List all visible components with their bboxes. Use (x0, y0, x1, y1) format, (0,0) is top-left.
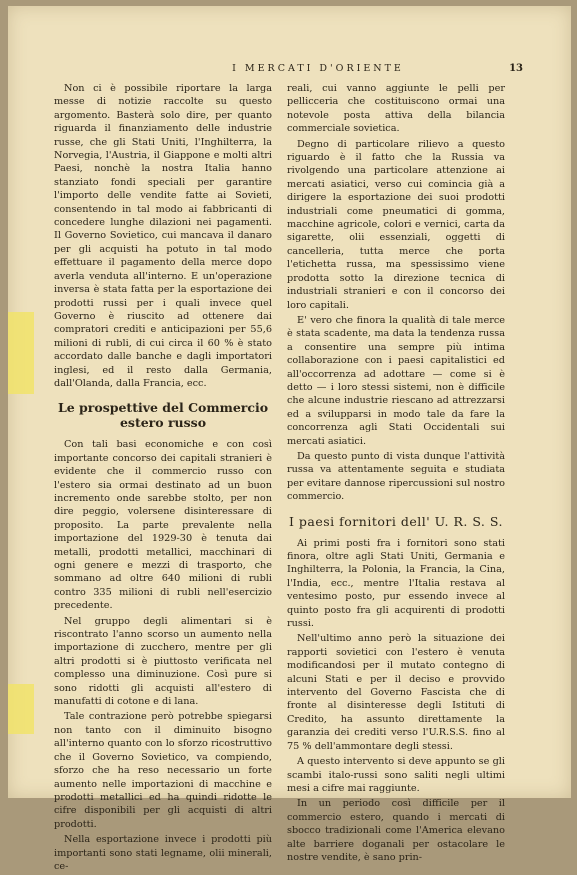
yellow-tab-marker (8, 684, 34, 734)
paragraph: In un periodo così difficile per il commercio estero, quando i mercati di sbocco tradizionali come l'America elevano alte barriere doganali per ostacolare le nostre vendite, è sano prin- (287, 798, 505, 863)
paragraph: Degno di particolare rilievo a questo riguardo è il fatto che la Russia va rivolgendo una particolare attenzione ai mercati asiatici, verso cui comincia già a dirigere la esportazione dei suoi prodotti industriali come pneumatici di gomma, macchine agricole, colori e vernici, carta da sigarette, olii essenziali, oggetti di cancelleria, tutta merce che porta l'etichetta russa, ma spessissimo viene prodotta sotto la direzione tecnica di industriali stranieri e con il concorso dei loro capitali. (287, 138, 505, 311)
paragraph: Con tali basi economiche e con così importante concorso dei capitali stranieri è evidente che il commercio russo con l'estero sia ormai destinato ad un buon incremento onde sarebbe stolto, per non dire peggio, volersene disinteressare di proposito. La parte prevalente nella importazione del 1929-30 è tenuta dai metalli, prodotti metallici, macchinari di ogni genere e mezzi di trasporto, che sommano ad oltre 640 milioni di rubli contro 335 milioni di rubli nell'esercizio precedente. (54, 439, 272, 612)
paragraph: Tale contrazione però potrebbe spiegarsi non tanto con il diminuito bisogno all'interno quanto con lo sforzo ricostruttivo che il Governo Sovietico, va compiendo, sforzo che ha reso necessario un forte aumento nelle importazioni di macchine e prodotti metallici ed ha quindi ridotte le cifre disponibili per gli acquisti di altri prodotti. (54, 711, 272, 830)
book-page (8, 6, 571, 872)
paragraph: Nell'ultimo anno però la situazione dei rapporti sovietici con l'estero è venuta modificandosi per il mutato contegno di alcuni Stati e per il deciso e provvido intervento del Governo Fascista che di fronte al disinteresse degli Istituti di Credito, ha assunto direttamente la garanzia dei crediti verso l'U.R.S.S. fino al 75 % dell'ammontare degli stessi. (287, 633, 505, 752)
paragraph: E' vero che finora la qualità di tale merce è stata scadente, ma data la tendenza russa a consentire una sempre più intima collaborazione con i paesi capitalistici ed all'occorrenza ad adottare — come si è detto — i loro stessi sistemi, non è difficile che alcune industrie riescano ad attrezzarsi ed a svilupparsi in modo tale da fare la concorrenza agli Stati Occidentali sui mercati asiatici. (287, 314, 505, 447)
paragraph: reali, cui vanno aggiunte le pelli per pellicceria che costituiscono ormai una notevole posta attiva della bilancia commerciale sovietica. (287, 83, 505, 135)
page-number: 13 (509, 63, 523, 74)
yellow-tab-marker (8, 312, 34, 394)
paragraph: A questo intervento si deve appunto se gli scambi italo-russi sono saliti negli ultimi mesi a cifre mai raggiunte. (287, 756, 505, 794)
paragraph: Nel gruppo degli alimentari si è riscontrato l'anno scorso un aumento nella importazione di zucchero, mentre per gli altri prodotti si è piuttosto verificata nel complesso una diminuzione. Così pure si sono ridotti gli acquisti all'estero di manufatti di cotone e di lana. (54, 615, 272, 708)
right-column (287, 82, 505, 866)
left-column (54, 82, 272, 875)
section-heading: Le prospettive del Commercio estero russo (57, 400, 269, 431)
section-heading: I paesi fornitori dell' U. R. S. S. (289, 513, 503, 529)
paragraph: Non ci è possibile riportare la larga messe di notizie raccolte su questo argomento. Basterà solo dire, per quanto riguarda il finanziamento delle industrie russe, che gli Stati Uniti, l'Inghilterra, la Norvegia, l'Austria, il Giappone e molti altri Paesi, nonchè la nostra Italia hanno stanziato fondi speciali per garantire l'importo delle vendite fatte ai Sovieti, consentendo in tal modo ai fabbricanti di concedere lunghe dilazioni nei pagamenti. Il Governo Sovietico, cui mancava il danaro per gli acquisti ha potuto in tal modo effettuare il pagamento della merce dopo averla venduta all'interno. E un'operazione inversa è stata fatta per la esportazione dei prodotti russi per i quali invece quel Governo è riuscito ad ottenere dai compratori crediti e anticipazioni per 55,6 milioni di rubli, di cui circa il 60 % è stato accordato dalle banche e dagli importatori inglesi, ed il resto dalla Germania, dall'Olanda, dalla Francia, ecc. (54, 83, 272, 389)
running-head: I MERCATI D'ORIENTE (232, 63, 404, 74)
paragraph: Ai primi posti fra i fornitori sono stati finora, oltre agli Stati Uniti, Germania e Inghilterra, la Polonia, la Francia, la Cina, l'India, ecc., mentre l'Italia restava al ventesimo posto, pur essendo invece al quinto posto fra gli acquirenti di prodotti russi. (287, 537, 505, 630)
paragraph: Nella esportazione invece i prodotti più importanti sono stati legname, olii minerali, ce- (54, 834, 272, 872)
paragraph: Da questo punto di vista dunque l'attività russa va attentamente seguita e studiata per evitare dannose ripercussioni sul nostro commercio. (287, 450, 505, 503)
